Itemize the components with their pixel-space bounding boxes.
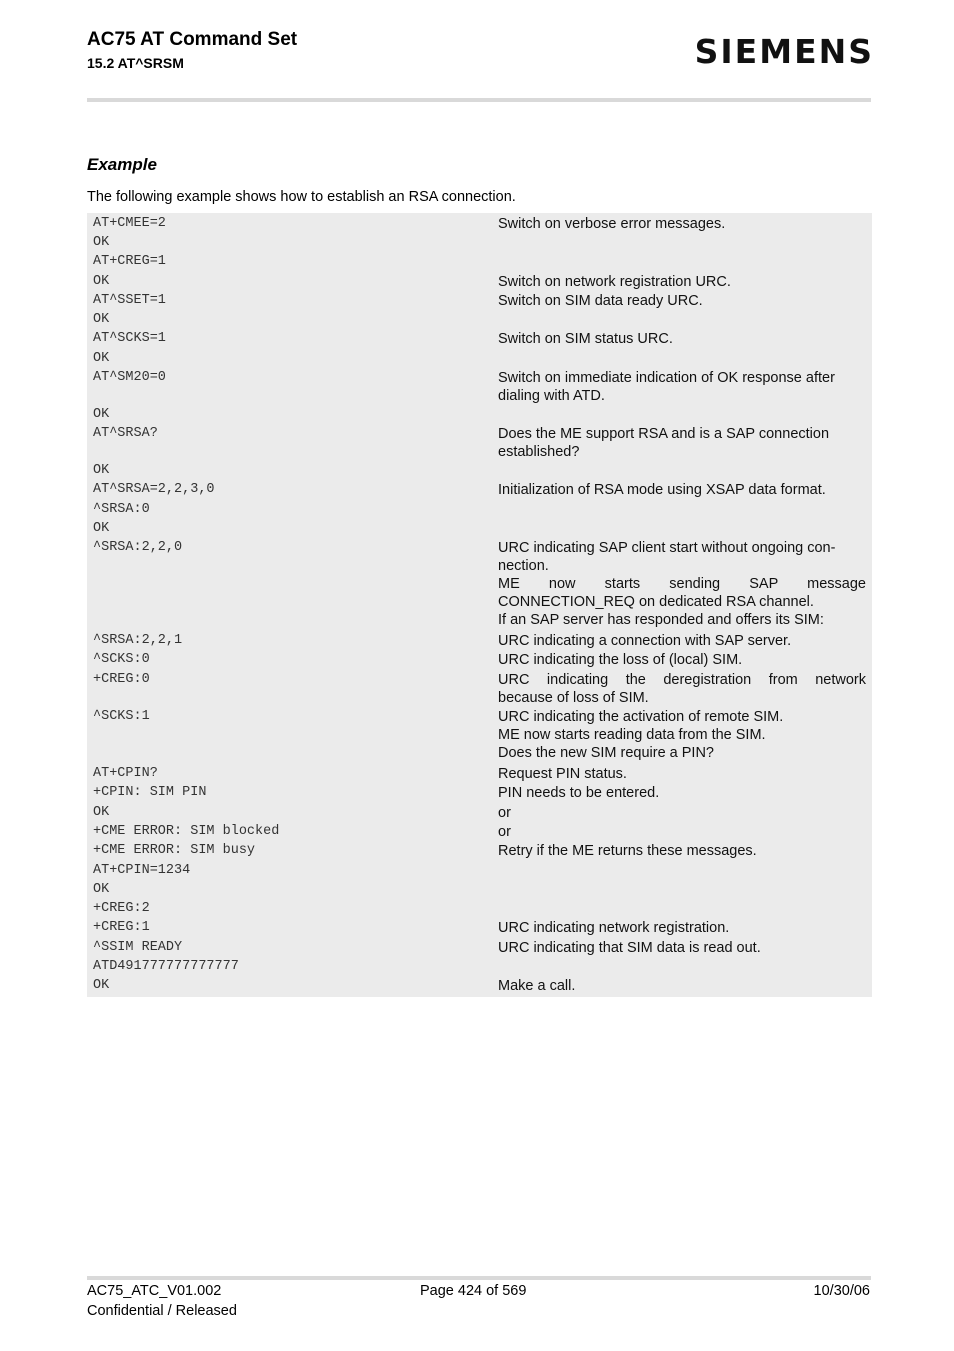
description-line: URC indicating network registration.: [498, 920, 730, 936]
company-logo: SIEMENS: [694, 32, 874, 71]
command-text: OK: [93, 407, 110, 422]
section-reference: 15.2 AT^SRSM: [87, 55, 184, 71]
command-text: ^SRSA:0: [93, 502, 150, 517]
command-text: OK: [93, 882, 110, 897]
command-description: [498, 273, 866, 291]
description-line: URC indicating that SIM data is read out.: [498, 940, 761, 956]
command-description: [498, 215, 866, 233]
command-text: ^SCKS:1: [93, 709, 150, 724]
description-line: Retry if the ME returns these messages.: [498, 843, 757, 859]
command-text: AT+CPIN=1234: [93, 863, 191, 878]
command-text: +CREG:0: [93, 672, 150, 687]
command-description: [498, 784, 866, 802]
command-description: [498, 632, 866, 650]
command-text: ATD491777777777777: [93, 959, 239, 974]
command-text: AT^SRSA?: [93, 426, 158, 441]
command-text: OK: [93, 274, 110, 289]
command-text: OK: [93, 235, 110, 250]
command-text: AT+CREG=1: [93, 254, 166, 269]
command-text: OK: [93, 351, 110, 366]
description-line: because of loss of SIM.: [498, 690, 649, 706]
description-line: Does the ME support RSA and is a SAP connection: [498, 426, 830, 442]
page-number: Page 424 of 569: [420, 1283, 527, 1299]
command-description: [498, 481, 866, 499]
command-text: +CREG:2: [93, 901, 150, 916]
command-description: [498, 823, 866, 841]
command-text: OK: [93, 312, 110, 327]
command-text: +CME ERROR: SIM busy: [93, 843, 256, 858]
command-description: [498, 919, 866, 937]
description-line: Make a call.: [498, 978, 576, 994]
document-date: 10/30/06: [813, 1283, 870, 1299]
command-text: AT^SSET=1: [93, 293, 166, 308]
command-text: AT^SCKS=1: [93, 331, 166, 346]
description-line: URC indicating a connection with SAP server.: [498, 633, 792, 649]
description-line: Switch on verbose error messages.: [498, 216, 726, 232]
command-description: [498, 425, 866, 461]
command-text: ^SCKS:0: [93, 652, 150, 667]
description-line: dialing with ATD.: [498, 388, 605, 404]
description-line: Switch on SIM data ready URC.: [498, 293, 703, 309]
command-text: ^SRSA:2,2,1: [93, 633, 183, 648]
command-text: OK: [93, 463, 110, 478]
description-line: nection.: [498, 558, 549, 574]
command-description: [498, 651, 866, 669]
command-description: [498, 330, 866, 348]
document-title: AC75 AT Command Set: [87, 29, 298, 50]
command-description: [498, 708, 866, 762]
command-description: [498, 539, 866, 629]
description-line: or: [498, 805, 511, 821]
example-table: [87, 213, 872, 997]
command-text: AT+CPIN?: [93, 766, 158, 781]
description-line: If an SAP server has responded and offers its SIM:: [498, 612, 824, 628]
command-description: [498, 977, 866, 995]
command-text: AT+CMEE=2: [93, 216, 166, 231]
command-description: [498, 939, 866, 957]
command-text: ^SSIM READY: [93, 940, 183, 955]
description-line: ME now starts reading data from the SIM.: [498, 727, 766, 743]
command-text: AT^SRSA=2,2,3,0: [93, 482, 215, 497]
description-line: URC indicating SAP client start without ongoing con-: [498, 540, 836, 556]
description-line: Initialization of RSA mode using XSAP data format.: [498, 482, 826, 498]
command-description: [498, 292, 866, 310]
description-line: Switch on immediate indication of OK response after: [498, 370, 835, 386]
command-text: AT^SM20=0: [93, 370, 166, 385]
command-description: [498, 369, 866, 405]
description-line: URC indicating the activation of remote SIM.: [498, 709, 784, 725]
command-text: OK: [93, 978, 110, 993]
description-line: PIN needs to be entered.: [498, 785, 660, 801]
command-text: OK: [93, 521, 110, 536]
command-text: OK: [93, 805, 110, 820]
command-description: [498, 765, 866, 783]
command-text: +CPIN: SIM PIN: [93, 785, 207, 800]
confidentiality-note: Confidential / Released: [87, 1303, 237, 1319]
description-line: Switch on SIM status URC.: [498, 331, 673, 347]
header-divider: [87, 98, 871, 102]
section-heading: Example: [87, 155, 157, 174]
document-id: AC75_ATC_V01.002: [87, 1283, 222, 1299]
description-line: ME now starts sending SAP message: [498, 576, 866, 592]
command-text: +CME ERROR: SIM blocked: [93, 824, 280, 839]
command-description: [498, 842, 866, 860]
description-line: URC indicating the deregistration from network: [498, 672, 866, 688]
command-text: +CREG:1: [93, 920, 150, 935]
description-line: Switch on network registration URC.: [498, 274, 731, 290]
intro-paragraph: The following example shows how to establish an RSA connection.: [87, 189, 516, 205]
footer-divider: [87, 1276, 871, 1280]
description-line: established?: [498, 444, 580, 460]
description-line: Request PIN status.: [498, 766, 627, 782]
command-text: ^SRSA:2,2,0: [93, 540, 183, 555]
command-description: [498, 671, 866, 707]
description-line: URC indicating the loss of (local) SIM.: [498, 652, 743, 668]
command-description: [498, 804, 866, 822]
description-line: Does the new SIM require a PIN?: [498, 745, 714, 761]
description-line: or: [498, 824, 511, 840]
description-line: CONNECTION_REQ on dedicated RSA channel.: [498, 594, 814, 610]
